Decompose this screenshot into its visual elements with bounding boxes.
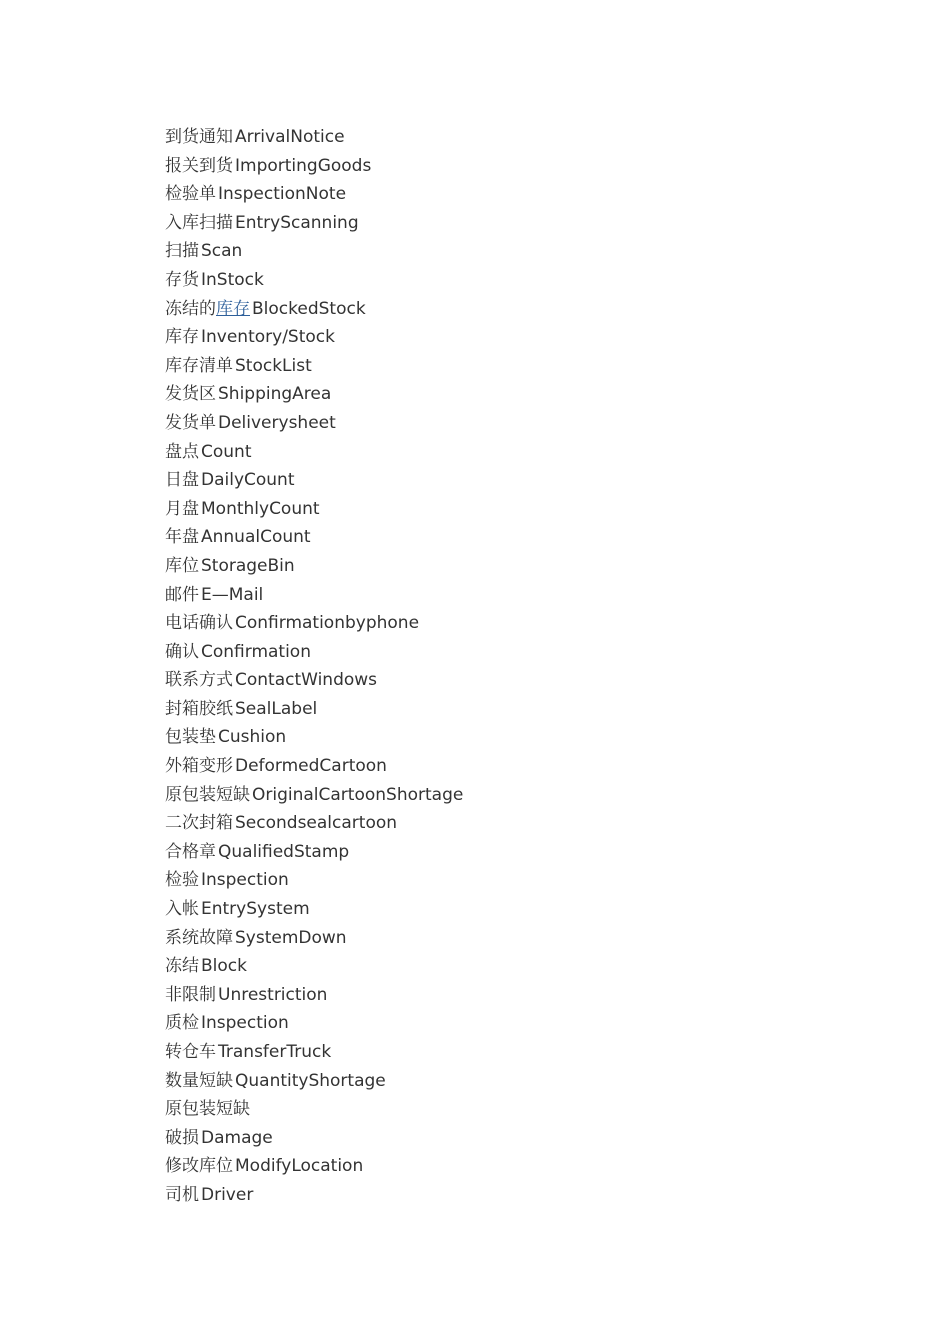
term-english: DeformedCartoon <box>235 756 387 777</box>
term-chinese: 联系方式 <box>165 670 233 691</box>
term-chinese: 司机 <box>165 1184 199 1205</box>
term-english: SealLabel <box>235 698 318 719</box>
term-chinese: 封箱胶纸 <box>165 698 233 719</box>
term-chinese: 原包装短缺 <box>165 784 250 805</box>
term-chinese: 转仓车 <box>165 1042 216 1062</box>
glossary-item <box>165 237 463 266</box>
glossary-item <box>165 523 463 552</box>
glossary-item <box>165 266 463 295</box>
glossary-item <box>165 209 463 238</box>
term-english: Unrestriction <box>218 984 328 1005</box>
term-chinese: 邮件 <box>165 584 199 605</box>
term-english: MonthlyCount <box>201 498 320 519</box>
term-chinese: 年盘 <box>165 527 199 548</box>
term-chinese: 报关到货 <box>165 155 233 176</box>
glossary-item <box>165 952 463 981</box>
term-english: Inventory/Stock <box>201 327 335 348</box>
term-english: StockList <box>235 355 312 376</box>
term-english: InspectionNote <box>218 184 347 205</box>
glossary-item <box>165 1067 463 1096</box>
term-chinese: 质检 <box>165 1013 199 1034</box>
term-chinese: 库存 <box>165 327 199 348</box>
glossary-item <box>165 323 463 352</box>
term-english: DailyCount <box>201 470 295 491</box>
term-chinese: 非限制 <box>165 984 216 1005</box>
glossary-item <box>165 981 463 1010</box>
glossary-item <box>165 409 463 438</box>
term-english: Scan <box>201 241 243 262</box>
term-english: QuantityShortage <box>235 1070 386 1091</box>
glossary-item <box>165 1124 463 1153</box>
glossary-item <box>165 1095 463 1124</box>
glossary-item <box>165 466 463 495</box>
term-chinese: 修改库位 <box>165 1156 233 1177</box>
term-chinese: 库存清单 <box>165 355 233 376</box>
term-english: QualifiedStamp <box>218 841 350 862</box>
glossary-item <box>165 295 463 324</box>
glossary-list <box>165 123 463 1210</box>
term-chinese: 检验单 <box>165 184 216 205</box>
glossary-item <box>165 380 463 409</box>
term-english: EntrySystem <box>201 899 310 920</box>
term-english: Confirmationbyphone <box>235 613 420 634</box>
glossary-item <box>165 495 463 524</box>
glossary-item <box>165 180 463 209</box>
term-english: SystemDown <box>235 927 347 948</box>
term-chinese: 包装垫 <box>165 727 216 748</box>
glossary-item <box>165 895 463 924</box>
glossary-item <box>165 123 463 152</box>
glossary-item <box>165 152 463 181</box>
term-english: Block <box>201 956 247 977</box>
glossary-item <box>165 609 463 638</box>
term-chinese: 原包装短缺 <box>165 1099 250 1120</box>
term-english: Deliverysheet <box>218 412 336 433</box>
term-chinese: 检验 <box>165 870 199 891</box>
term-english: TransferTruck <box>218 1042 332 1062</box>
term-chinese: 二次封箱 <box>165 813 233 834</box>
term-english: Damage <box>201 1127 273 1148</box>
term-english: ArrivalNotice <box>235 127 345 147</box>
term-chinese: 电话确认 <box>165 613 233 634</box>
term-english: Driver <box>201 1184 254 1205</box>
glossary-item <box>165 1009 463 1038</box>
term-english: StorageBin <box>201 555 295 576</box>
term-chinese: 存货 <box>165 269 199 290</box>
term-english: E—Mail <box>201 584 264 605</box>
term-chinese: 日盘 <box>165 470 199 491</box>
term-chinese: 冻结 <box>165 956 199 977</box>
term-chinese: 破损 <box>165 1127 199 1148</box>
glossary-item <box>165 809 463 838</box>
glossary-item <box>165 352 463 381</box>
glossary-item <box>165 723 463 752</box>
term-chinese: 库位 <box>165 555 199 576</box>
glossary-item <box>165 552 463 581</box>
term-english: Cushion <box>218 727 287 748</box>
term-english: Secondsealcartoon <box>235 813 398 834</box>
term-chinese: 月盘 <box>165 498 199 519</box>
term-chinese: 盘点 <box>165 441 199 462</box>
glossary-item <box>165 781 463 810</box>
glossary-item <box>165 666 463 695</box>
glossary-item <box>165 581 463 610</box>
term-english: Count <box>201 441 252 462</box>
term-english: Inspection <box>201 870 289 891</box>
term-chinese: 发货区 <box>165 384 216 405</box>
term-english: AnnualCount <box>201 527 311 548</box>
term-chinese: 到货通知 <box>165 127 233 147</box>
term-chinese: 发货单 <box>165 412 216 433</box>
term-english: ImportingGoods <box>235 155 372 176</box>
term-chinese: 系统故障 <box>165 927 233 948</box>
term-english: BlockedStock <box>252 298 366 319</box>
term-english: ContactWindows <box>235 670 378 691</box>
term-english: EntryScanning <box>235 212 359 233</box>
glossary-item <box>165 438 463 467</box>
glossary-item <box>165 1038 463 1067</box>
term-english: Confirmation <box>201 641 311 662</box>
term-english: OriginalCartoonShortage <box>252 784 464 805</box>
term-chinese: 入库扫描 <box>165 212 233 233</box>
glossary-item <box>165 1152 463 1181</box>
glossary-item <box>165 866 463 895</box>
term-chinese: 扫描 <box>165 241 199 262</box>
term-chinese: 入帐 <box>165 899 199 920</box>
term-chinese: 合格章 <box>165 841 216 862</box>
glossary-item <box>165 752 463 781</box>
term-chinese: 确认 <box>165 641 199 662</box>
glossary-item <box>165 695 463 724</box>
glossary-item <box>165 1181 463 1210</box>
term-link[interactable]: 库存 <box>216 298 250 319</box>
glossary-item <box>165 638 463 667</box>
term-chinese: 外箱变形 <box>165 756 233 777</box>
term-english: InStock <box>201 269 264 290</box>
term-english: ShippingArea <box>218 384 332 405</box>
glossary-item <box>165 838 463 867</box>
term-english: Inspection <box>201 1013 289 1034</box>
glossary-item <box>165 924 463 953</box>
term-chinese: 冻结的 <box>165 298 216 319</box>
term-chinese: 数量短缺 <box>165 1070 233 1091</box>
term-english: ModifyLocation <box>235 1156 364 1177</box>
